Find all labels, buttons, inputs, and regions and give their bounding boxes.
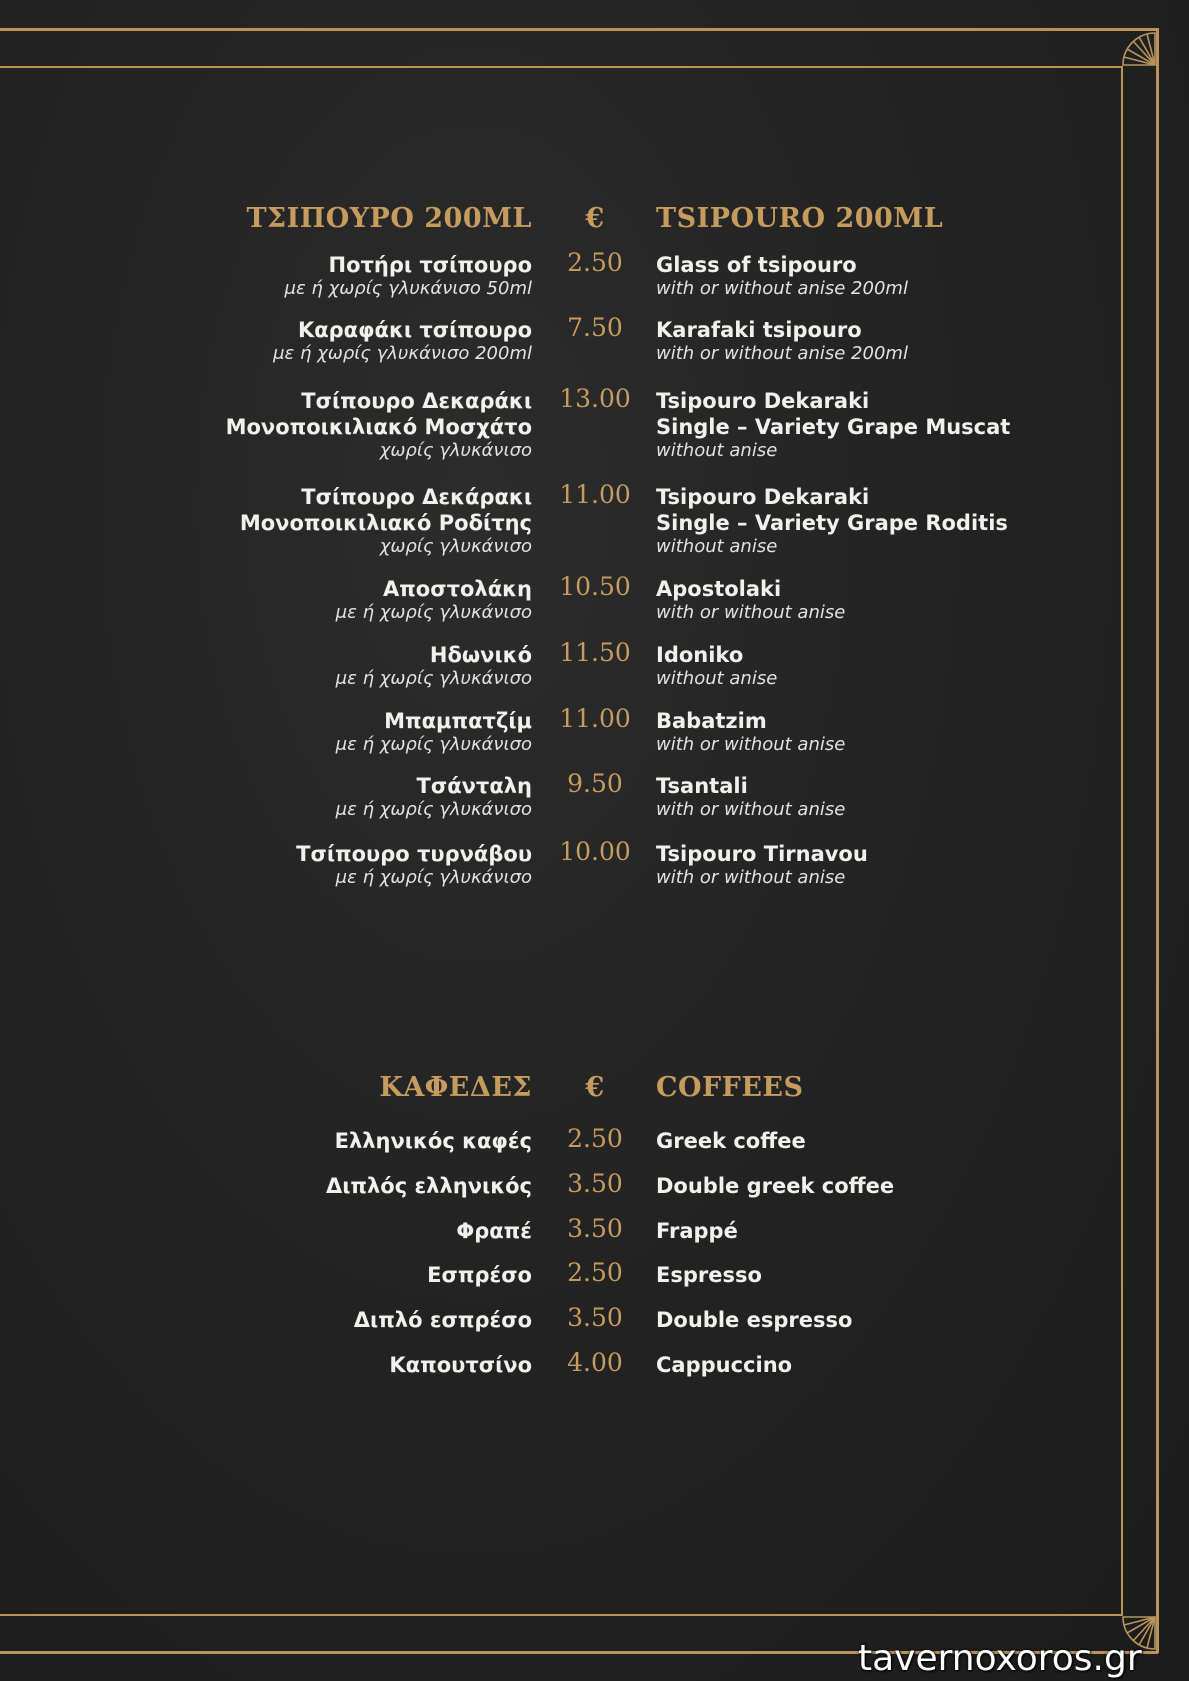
item-note-english: with or without anise	[656, 799, 846, 820]
frame-right-inner	[1121, 66, 1123, 1616]
section-title-greek: ΚΑΦΕΔΕΣ	[379, 1072, 532, 1103]
item-name-english: Babatzim	[656, 709, 767, 733]
item-note-english: with or without anise	[656, 734, 846, 755]
item-price: 3.50	[567, 1303, 623, 1332]
item-name-greek-block	[427, 1262, 532, 1288]
fan-ornament-icon	[1119, 29, 1159, 69]
item-price: 10.50	[559, 572, 631, 601]
item-name-greek: Διπλό εσπρέσο	[353, 1308, 532, 1332]
item-name-english: Tsipouro Dekaraki	[656, 485, 870, 509]
item-name-english: Tsipouro Dekaraki	[656, 389, 870, 413]
item-price: 2.50	[567, 1258, 623, 1287]
item-name-english-block	[656, 1352, 792, 1378]
item-note-greek: με ή χωρίς γλυκάνισο	[335, 734, 532, 755]
item-price: 11.00	[559, 480, 631, 509]
item-name-greek-block	[336, 642, 532, 689]
item-note-english: without anise	[656, 668, 778, 689]
item-name-greek-block	[336, 773, 532, 820]
item-name-english: Frappé	[656, 1219, 738, 1243]
item-name-greek: Τσίπουρο τυρνάβου	[296, 842, 532, 866]
item-price: 2.50	[567, 248, 623, 277]
item-note-english: with or without anise 200ml	[656, 278, 908, 299]
item-price: 4.00	[567, 1348, 623, 1377]
item-name-english-block	[656, 1307, 852, 1333]
item-name-english-block	[656, 317, 908, 364]
price-column-header: €	[585, 1072, 605, 1103]
item-name-english-block	[656, 252, 908, 299]
item-name-english: Single – Variety Grape Roditis	[656, 511, 1008, 535]
item-name-greek-block	[335, 1128, 532, 1154]
item-name-greek: Διπλός ελληνικός	[325, 1174, 532, 1198]
item-note-greek: με ή χωρίς γλυκάνισο	[335, 799, 532, 820]
item-name-greek: Ποτήρι τσίπουρο	[328, 253, 532, 277]
item-name-greek: Ελληνικός καφές	[334, 1129, 532, 1153]
item-name-english: Double greek coffee	[656, 1174, 895, 1198]
item-name-greek-block	[456, 1218, 532, 1244]
section-title-greek: ΤΣΙΠΟΥΡΟ 200ML	[246, 203, 532, 234]
section-title-english: TSIPOURO 200ML	[656, 203, 944, 234]
section-title-english: COFFEES	[656, 1072, 804, 1103]
item-name-greek: Μπαμπατζίμ	[384, 709, 532, 733]
item-name-english-block	[656, 642, 777, 689]
item-name-english-block	[656, 1262, 762, 1288]
item-name-greek: Καραφάκι τσίπουρο	[297, 318, 532, 342]
item-note-greek: με ή χωρίς γλυκάνισο	[335, 602, 532, 623]
item-name-greek: Τσίπουρο Δεκάρακι	[301, 485, 532, 509]
item-price: 3.50	[567, 1169, 623, 1198]
item-price: 11.50	[559, 638, 631, 667]
item-name-english-block	[656, 388, 1010, 461]
item-note-english: without anise	[656, 536, 778, 557]
item-name-greek-block	[389, 1352, 532, 1378]
item-name-greek-block	[354, 1307, 532, 1333]
item-name-greek: Τσίπουρο Δεκαράκι	[301, 389, 532, 413]
section-header	[0, 203, 1189, 237]
item-note-greek: χωρίς γλυκάνισο	[379, 440, 532, 461]
frame-right-outer	[1156, 28, 1159, 1653]
item-price: 7.50	[567, 313, 623, 342]
item-name-english-block	[656, 1128, 806, 1154]
item-note-greek: με ή χωρίς γλυκάνισο 50ml	[284, 278, 532, 299]
item-name-greek-block	[336, 708, 532, 755]
item-price: 2.50	[567, 1124, 623, 1153]
item-name-english: Espresso	[656, 1263, 762, 1287]
watermark: tavernoxoros.gr	[858, 1638, 1142, 1679]
frame-top-outer	[0, 28, 1158, 31]
item-name-greek: Τσάνταλη	[416, 774, 532, 798]
item-note-english: with or without anise	[656, 602, 846, 623]
item-price: 10.00	[559, 837, 631, 866]
item-name-greek: Αποστολάκη	[382, 577, 532, 601]
item-note-greek: με ή χωρίς γλυκάνισο	[335, 668, 532, 689]
item-name-english-block	[656, 1173, 894, 1199]
item-name-english-block	[656, 841, 868, 888]
item-name-greek: Ηδωνικό	[429, 643, 532, 667]
item-name-greek: Καπουτσίνο	[389, 1353, 532, 1377]
item-name-english: Karafaki tsipouro	[656, 318, 862, 342]
item-name-english: Tsipouro Tirnavou	[656, 842, 868, 866]
item-name-greek: Μονοποικιλιακό Ροδίτης	[239, 511, 532, 535]
frame-bottom-inner	[0, 1614, 1123, 1616]
item-name-greek-block	[285, 252, 532, 299]
item-name-english-block	[656, 484, 1008, 557]
item-name-english: Cappuccino	[656, 1353, 793, 1377]
item-name-english-block	[656, 576, 845, 623]
item-name-english-block	[656, 1218, 738, 1244]
item-name-english: Double espresso	[656, 1308, 853, 1332]
price-column-header: €	[585, 203, 605, 234]
item-note-greek: χωρίς γλυκάνισο	[379, 536, 532, 557]
item-name-greek: Εσπρέσο	[427, 1263, 532, 1287]
item-name-greek-block	[226, 388, 532, 461]
item-note-english: with or without anise 200ml	[656, 343, 908, 364]
item-note-english: without anise	[656, 440, 778, 461]
item-name-english: Single – Variety Grape Muscat	[656, 415, 1011, 439]
item-note-greek: με ή χωρίς γλυκάνισο 200ml	[273, 343, 532, 364]
item-name-greek: Μονοποικιλιακό Μοσχάτο	[225, 415, 532, 439]
frame-top-inner	[0, 66, 1123, 68]
item-name-greek-block	[326, 1173, 532, 1199]
item-name-english: Apostolaki	[656, 577, 782, 601]
item-name-english: Idoniko	[656, 643, 744, 667]
item-note-english: with or without anise	[656, 867, 846, 888]
item-price: 11.00	[559, 704, 631, 733]
item-name-english-block	[656, 708, 845, 755]
item-price: 3.50	[567, 1214, 623, 1243]
item-name-greek-block	[273, 317, 532, 364]
section-header	[0, 1072, 1189, 1106]
item-price: 13.00	[559, 384, 631, 413]
item-name-greek-block	[240, 484, 532, 557]
item-name-greek-block	[296, 841, 532, 888]
item-price: 9.50	[567, 769, 623, 798]
item-name-english: Greek coffee	[656, 1129, 806, 1153]
item-note-greek: με ή χωρίς γλυκάνισο	[335, 867, 532, 888]
item-name-english-block	[656, 773, 845, 820]
item-name-greek: Φραπέ	[456, 1219, 532, 1243]
item-name-english: Glass of tsipouro	[656, 253, 857, 277]
item-name-english: Tsantali	[656, 774, 748, 798]
item-name-greek-block	[336, 576, 532, 623]
